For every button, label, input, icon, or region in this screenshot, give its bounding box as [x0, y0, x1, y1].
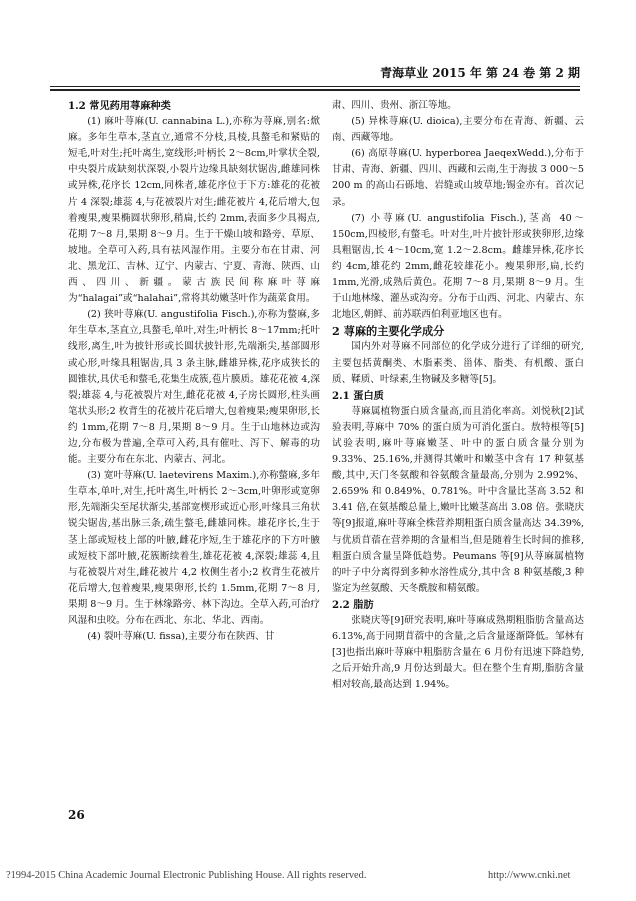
running-header: 青海草业 2015 年 第 24 卷 第 2 期 [380, 66, 580, 80]
paragraph: 国内外对荨麻不同部位的化学成分进行了详细的研究,主要包括黄酮类、木脂素类、甾体、脂类、有机酸、蛋白质、鞣质、叶绿素,生物碱及多糖等[5]。 [332, 341, 584, 385]
copyright-text: ?1994-2015 China Academic Journal Electronic Publishing House. All rights reserved. [6, 870, 367, 881]
footer [0, 866, 636, 900]
header-rule [50, 86, 580, 87]
paragraph: 张晓庆等[9]研究表明,麻叶荨麻成熟期粗脂肪含量高达 6.13%,高于同期苜蓿中的含量,之后含量逐渐降低。邹林有[3]也指出麻叶荨麻中粗脂肪含量在 6 月份有迅速下降趋势,之后开始升高,9 月份达到最大。但在整个生育期,脂肪含量相对较高,最高达到 1.94%。 [332, 615, 584, 691]
section-heading: 2.1 蛋白质 [332, 389, 384, 402]
section-heading: 2.2 脂肪 [332, 598, 374, 611]
section-heading: 2 荨麻的主要化学成分 [332, 324, 445, 339]
paragraph: (4) 裂叶荨麻(U. fissa),主要分布在陕西、甘 [87, 631, 275, 643]
paragraph: 肃、四川、贵州、浙江等地。 [332, 100, 457, 111]
paragraph: (6) 高原荨麻(U. hyperborea JaeqexWedd.),分布于甘肃、青海、新疆、四川、西藏和云南,生于海拔 3 000～5 200 m 的高山石砾地、岩缝或山坡草地;锡金亦有。首次记录。 [332, 148, 584, 208]
paragraph: (5) 异株荨麻(U. dioica),主要分布在青海、新疆、云南、西藏等地。 [332, 116, 584, 144]
paragraph: (2) 狭叶荨麻(U. angustifolia Fisch.),亦称为螫麻,多年生草本,茎直立,具螯毛,单叶,对生;叶柄长 8～17mm;托叶线形,离生,叶为披针形或长圆状披针形,先端渐尖,基部圆形或心形,叶缘具粗锯齿,具 3 条主脉,雌雄异株,花序成狭长的圆锥状,具伏毛和螫毛,花集生成簇,苞片膜质。雄花花被 4,深裂;雄蕊 4,与花被裂片对生,雌花花被 4,子房长圆形,柱头画笔状头形;2 枚背生的花被片花后增大,包着瘦果;瘦果卵形,长约 1mm,花期 7～8 月,果期 8～9 月。生于山地林边或沟边,分布极为普遍,全草可入药,具有催吐、泻下、解毒的功能。主要分布在东北、内蒙古、河北。 [68, 309, 320, 466]
page-number: 26 [68, 808, 85, 822]
footer-link[interactable]: http://www.cnki.net [488, 870, 571, 881]
right-column [332, 98, 584, 693]
left-column [68, 98, 320, 645]
paragraph: (3) 宽叶荨麻(U. laetevirens Maxim.),亦称螫麻,多年生草本,单叶,对生,托叶离生,叶柄长 2～3cm,叶卵形或宽卵形,先端渐尖至尾状渐尖,基部宽楔形或近心形,叶缘具三角状锐尖锯齿,基出脉三条,疏生螫毛,雌雄同株。雄花序长,生于茎上部或短枝上部的叶腋,雌花序短,生于雄花序的下方叶腋或短枝下部叶腋,花簇断续着生,雄花花被 4,深裂;雄蕊 4,且与花被裂片对生,雌花被片 4,2 枚侧生者小;2 枚背生花被片花后增大,包着瘦果,瘦果卵形,长约 1.5mm,花期 7～8 月,果期 8～9 月。生于林缘路旁、林下沟边。全草入药,可治疗风湿和虫咬。分布在西北、东北、华北、西南。 [68, 470, 320, 626]
paragraph: 荨麻属植物蛋白质含量高,而且消化率高。刘悦秋[2]试验表明,荨麻中 70% 的蛋白质为可消化蛋白。敖特根等[5]试验表明,麻叶荨麻嫩茎、叶中的蛋白质含量分别为 9.33%、25.16%,并测得其嫩叶和嫩茎中含有 17 种氨基酸,其中,天门冬氨酸和谷氨酸含量最高,分别为 2.992%、2.659% 和 0.849%、0.781%。叶中含量比茎高 3.52 和 3.41 倍,在氨基酸总量上,嫩叶比嫩茎高出 3.08 倍。张晓庆等[9]报道,麻叶荨麻全株营养期粗蛋白质含量高达 34.39%,与优质苜蓿在营养期的含量相当,但是随着生长时间的推移,粗蛋白质含量呈降低趋势。Peumans 等[9]从荨麻属植物的叶子中分离得到多种水溶性成分,其中含 8 种氨基酸,3 种鉴定为丝氨酸、天冬酰胺和精氨酸。 [332, 405, 584, 594]
paragraph: (7) 小荨麻(U. angustifolia Fisch.),茎高 40～150cm,四棱形,有螫毛。叶对生,叶片披针形或狭卵形,边缘具粗锯齿,长 4～10cm,宽 1.2～2.8cm。雌雄异株,花序长约 4cm,雄花约 2mm,雌花较雄花小。瘦果卵形,扁,长约 1mm,光滑,成熟后黄色。花期 7～8 月,果期 8～9 月。生于山地林缘、灌丛或沟旁。分布于山西、河北、内蒙古、东北地区,朝鲜、前苏联西伯利亚地区也有。 [332, 212, 584, 321]
section-heading: 1.2 常见药用荨麻种类 [68, 100, 171, 112]
header-rule-thick [50, 89, 580, 91]
paragraph: (1) 麻叶荨麻(U. cannabina L.),亦称为荨麻,别名:焮麻。多年生草本,茎直立,通常不分枝,具棱,具螯毛和紧贴的短毛,叶对生;托叶离生,宽线形;叶柄长 2～8cm,叶掌状全裂,中央裂片成缺刻状深裂,小裂片边缘具缺刻状锯齿,雌雄同株或异株,花序长 12cm,同株者,雄花序位于下方:雄花的花被片 4 深裂;雄蕊 4,与花被裂片对生;雌花被片 4,花后增大,包着瘦果,瘦果椭圆状卵形,稍扁,长约 2mm,表面多少具褐点,花期 7～8 月,果期 8～9 月。生于干燥山坡和路旁、草原、坡地。全草可入药,具有祛风湿作用。主要分布在甘肃、河北、黑龙江、吉林、辽宁、内蒙古、宁夏、青海、陕西、山西、四川、新疆。蒙古族民间称麻叶荨麻为“halagai”或“halahai”,常将其幼嫩茎叶作为蔬菜食用。 [68, 116, 320, 305]
